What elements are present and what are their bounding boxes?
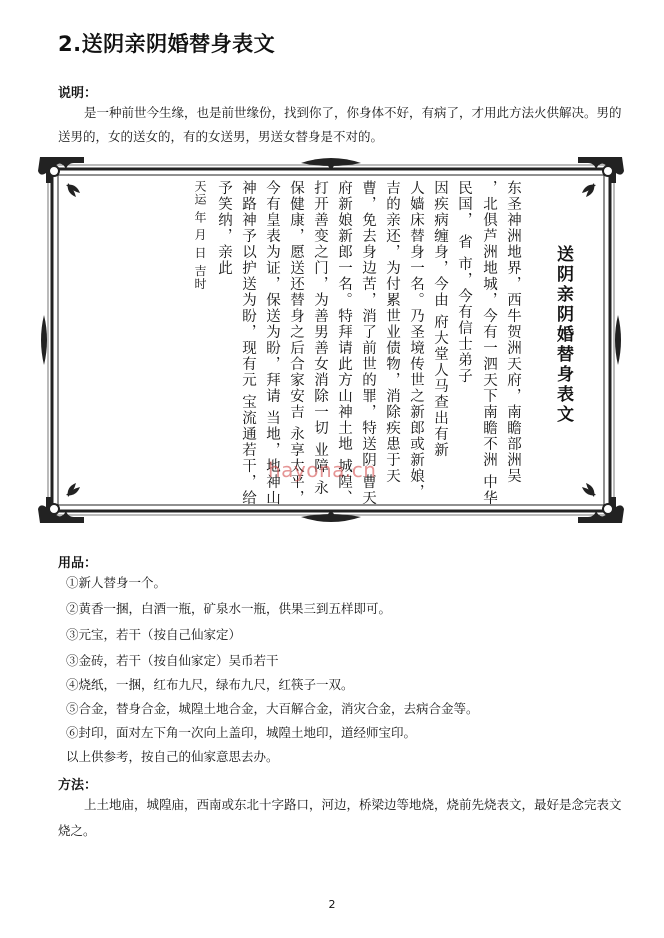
memorial-column-11: 今有皇表为证，保送为盼，拜请 当地，地神山	[264, 180, 280, 507]
supplies-label: 用品：	[58, 556, 98, 571]
list-item: ⑥封印，面对左下角一次向上盖印，城隍土地印，道经师宝印。	[66, 725, 417, 740]
memorial-column-13: 予笑纳，亲此	[216, 180, 232, 276]
memorial-column-6: 吉的亲还，为付累世业债物，消除疾患于天	[384, 180, 400, 484]
method-text: 上土地庙，城隍庙，西南或东北十字路口，河边，桥梁边等地烧，烧前先烧表文，最好是念完表文烧之。	[58, 797, 622, 838]
memorial-column-8: 府新娘新郎一名。特拜请此方山神土地 城隍、	[336, 180, 352, 507]
memorial-column-7: 曹，免去身边苦，消了前世的罪，特送阴 曹天	[360, 180, 376, 507]
memorial-column-1: 东圣神洲地界，西牛贺洲天府，南瞻部洲吴	[505, 180, 521, 484]
memorial-column-4: 因疾病缠身，今由 府大堂人马查出有新	[432, 180, 448, 459]
list-item: 以上供参考，按自己的仙家意思去办。	[66, 749, 279, 764]
page-number: 2	[328, 898, 336, 911]
explanation-label: 说明：	[58, 86, 98, 101]
list-item: ⑤合金，替身合金，城隍土地合金，大百解合金，消灾合金，去病合金等。	[66, 701, 479, 716]
memorial-title: 送阴亲阴婚替身表文	[553, 245, 573, 425]
list-item: ①新人替身一个。	[66, 575, 167, 590]
memorial-column-10: 保健康，愿送还替身之后合家安吉 永享太平，	[288, 180, 304, 507]
memorial-column-12: 神路神予以护送为盼，现有元 宝流通若干，给	[240, 180, 256, 507]
memorial-column-9: 打开善变之门，为善男善女消除一切 业障 永	[312, 180, 328, 497]
memorial-column-5: 人嫱床替身一名。乃圣境传世之新郎或新娘，	[408, 180, 424, 500]
memorial-column-2: ，北俱芦洲地城，今有一泗天下南瞻不洲 中华	[481, 180, 497, 507]
list-item: ③元宝，若干（按自己仙家定）	[66, 627, 242, 642]
memorial-date-line: 天运 年 月 日 吉时	[193, 180, 207, 291]
list-item: ②黄香一捆，白酒一瓶，矿泉水一瓶，供果三到五样即可。	[66, 601, 392, 616]
method-label: 方法：	[58, 778, 98, 793]
memorial-column-3: 民国， 省 市，今有信士弟子	[456, 180, 472, 385]
list-item: ③金砖，若干（按自仙家定）吴币若干	[66, 653, 279, 668]
list-item: ④烧纸，一捆，红布九尺，绿布九尺，红筷子一双。	[66, 677, 354, 692]
watermark: hayona.cn	[268, 458, 377, 482]
explanation-text: 是一种前世今生缘，也是前世缘份，找到你了，你身体不好，有病了，才用此方法火供解决。男的送男的，女的送女的，有的女送男，男送女替身是不对的。	[58, 105, 622, 144]
document-title: 2.送阴亲阴婚替身表文	[58, 32, 276, 56]
